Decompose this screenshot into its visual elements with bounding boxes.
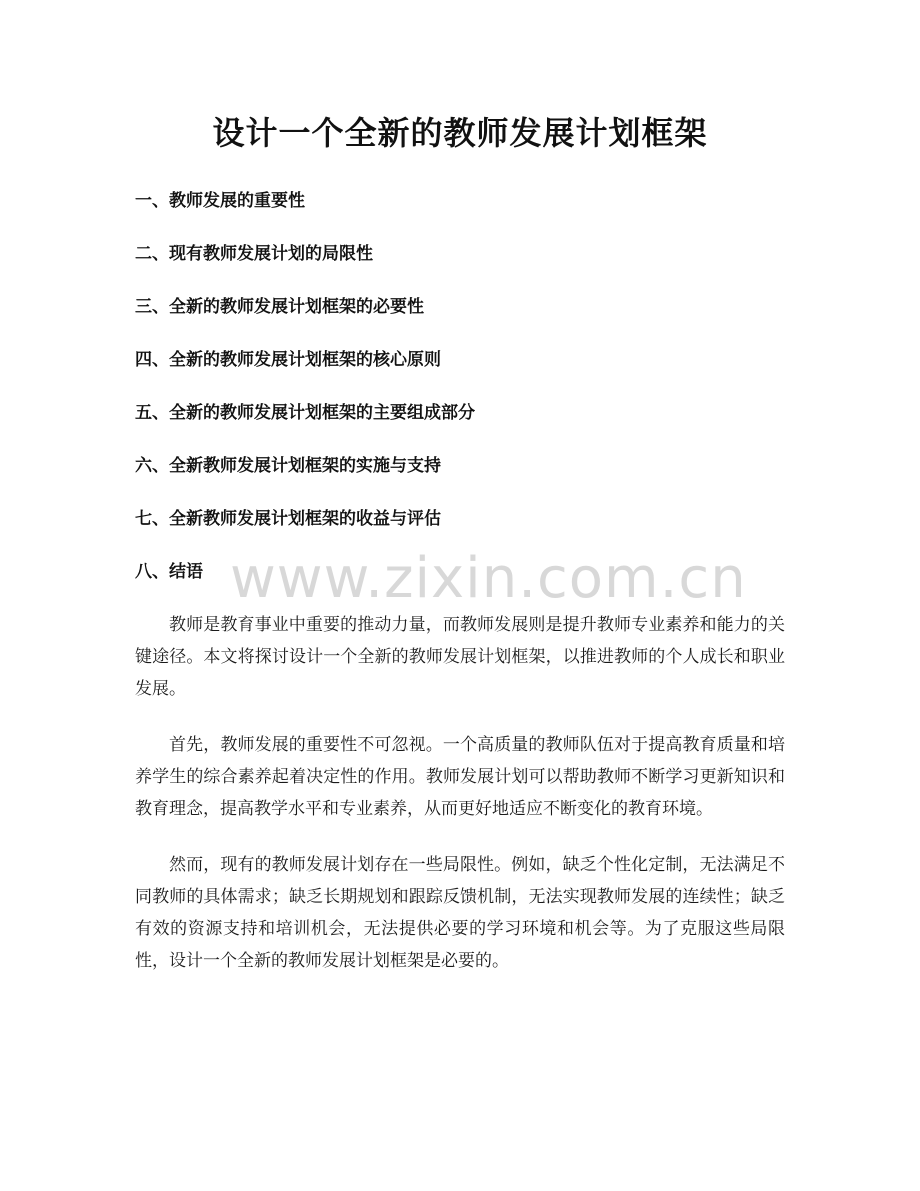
watermark: www.zixin.com.cn [230, 546, 747, 611]
toc-item: 三、全新的教师发展计划框架的必要性 [135, 297, 424, 317]
paragraph: 首先，教师发展的重要性不可忽视。一个高质量的教师队伍对于提高教育质量和培养学生的综合素养起着决定性的作用。教师发展计划可以帮助教师不断学习更新知识和教育理念，提高教学水平和专业素养，从而更好地适应不断变化的教育环境。 [135, 735, 785, 819]
body-text [135, 609, 785, 1001]
paragraph: 教师是教育事业中重要的推动力量，而教师发展则是提升教师专业素养和能力的关键途径。本文将探讨设计一个全新的教师发展计划框架，以推进教师的个人成长和职业发展。 [135, 615, 785, 699]
toc-item: 六、全新教师发展计划框架的实施与支持 [135, 456, 441, 476]
toc-item: 八、结语 [135, 562, 203, 582]
toc-item: 七、全新教师发展计划框架的收益与评估 [135, 509, 441, 529]
document-title: 设计一个全新的教师发展计划框架 [212, 114, 708, 152]
toc-item: 二、现有教师发展计划的局限性 [135, 244, 373, 264]
table-of-contents [135, 186, 795, 610]
toc-item: 一、教师发展的重要性 [135, 191, 305, 211]
paragraph: 然而，现有的教师发展计划存在一些局限性。例如，缺乏个性化定制，无法满足不同教师的具体需求；缺乏长期规划和跟踪反馈机制，无法实现教师发展的连续性；缺乏有效的资源支持和培训机会，无法提供必要的学习环境和机会等。为了克服这些局限性，设计一个全新的教师发展计划框架是必要的。 [135, 855, 785, 971]
toc-item: 五、全新的教师发展计划框架的主要组成部分 [135, 403, 475, 423]
toc-item: 四、全新的教师发展计划框架的核心原则 [135, 350, 441, 370]
